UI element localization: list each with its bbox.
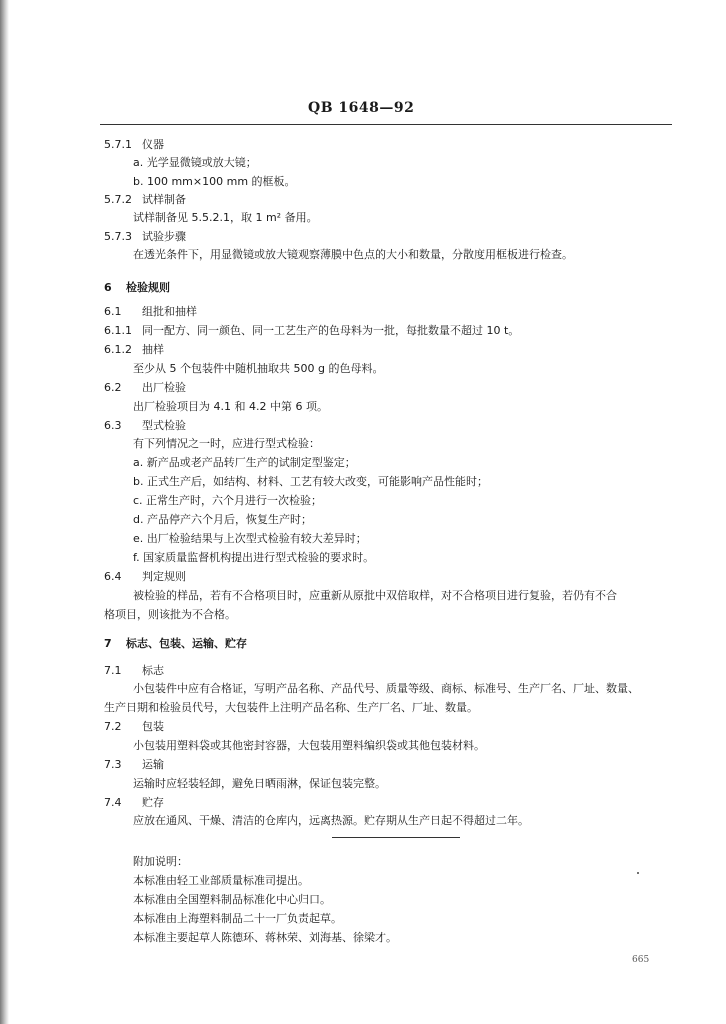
paragraph: 小包装件中应有合格证，写明产品名称、产品代号、质量等级、商标、标准号、生产厂名、厂址、数量、 [133, 682, 639, 695]
paragraph-continuation: 格项目，则该批为不合格。 [104, 608, 236, 621]
heading-7-1: 7.1 标志 [104, 664, 164, 677]
heading-7: 7 标志、包装、运输、贮存 [104, 637, 247, 650]
heading-6-2: 6.2 出厂检验 [104, 381, 186, 394]
appendix-line: 本标准由上海塑料制品二十一厂负责起草。 [133, 912, 342, 925]
paragraph: 应放在通风、干燥、清洁的仓库内，远离热源。贮存期从生产日起不得超过二年。 [133, 814, 529, 827]
heading-6-3: 6.3 型式检验 [104, 419, 186, 432]
list-item-a: a. 光学显微镜或放大镜； [133, 156, 257, 169]
scan-edge-shadow [0, 0, 9, 1024]
paragraph: 至少从 5 个包装件中随机抽取共 500 g 的色母料。 [133, 362, 384, 375]
header-rule [100, 124, 672, 125]
heading-5-7-1: 5.7.1 仪器 [104, 138, 164, 151]
appendix-line: 本标准主要起草人陈德环、蒋林荣、刘海基、徐梁才。 [133, 931, 397, 944]
paragraph: 出厂检验项目为 4.1 和 4.2 中第 6 项。 [133, 400, 328, 413]
list-item-c: c. 正常生产时，六个月进行一次检验； [133, 494, 323, 507]
heading-5-7-3: 5.7.3 试验步骤 [104, 230, 186, 243]
heading-7-3: 7.3 运输 [104, 758, 164, 771]
paragraph: 试样制备见 5.5.2.1，取 1 m² 备用。 [133, 211, 318, 224]
paragraph: 有下列情况之一时，应进行型式检验： [133, 437, 320, 450]
list-item-d: d. 产品停产六个月后，恢复生产时； [133, 513, 312, 526]
paragraph: 运输时应轻装轻卸，避免日晒雨淋，保证包装完整。 [133, 777, 386, 790]
paragraph: 小包装用塑料袋或其他密封容器，大包装用塑料编织袋或其他包装材料。 [133, 739, 485, 752]
list-item-f: f. 国家质量监督机构提出进行型式检验的要求时。 [133, 551, 375, 564]
paragraph: 在透光条件下，用显微镜或放大镜观察薄膜中色点的大小和数量，分散度用框板进行检查。 [133, 248, 573, 261]
heading-7-4: 7.4 贮存 [104, 796, 164, 809]
scan-speck [637, 872, 639, 874]
heading-6-1-2: 6.1.2 抽样 [104, 343, 164, 356]
heading-6: 6 检验规则 [104, 281, 170, 294]
heading-6-1: 6.1 组批和抽样 [104, 305, 197, 318]
heading-6-1-1: 6.1.1 同一配方、同一颜色、同一工艺生产的色母料为一批，每批数量不超过 10 t。 [104, 324, 520, 337]
appendix-line: 本标准由轻工业部质量标准司提出。 [133, 874, 309, 887]
list-item-e: e. 出厂检验结果与上次型式检验有较大差异时； [133, 532, 367, 545]
list-item-a: a. 新产品或老产品转厂生产的试制定型鉴定； [133, 456, 356, 469]
paragraph: 被检验的样品，若有不合格项目时，应重新从原批中双倍取样，对不合格项目进行复验，若仍有不合 [133, 589, 617, 602]
page-header: QB 1648—92 [308, 100, 415, 116]
page-number: 665 [632, 955, 650, 965]
list-item-b: b. 正式生产后，如结构、材料、工艺有较大改变，可能影响产品性能时； [133, 475, 488, 488]
list-item-b: b. 100 mm×100 mm 的框板。 [133, 175, 296, 188]
appendix-line: 本标准由全国塑料制品标准化中心归口。 [133, 893, 331, 906]
divider [332, 837, 460, 838]
paragraph-continuation: 生产日期和检验员代号，大包装件上注明产品名称、生产厂名、厂址、数量。 [104, 701, 478, 714]
heading-7-2: 7.2 包装 [104, 720, 164, 733]
heading-5-7-2: 5.7.2 试样制备 [104, 193, 186, 206]
appendix-title: 附加说明： [133, 855, 188, 868]
heading-6-4: 6.4 判定规则 [104, 570, 186, 583]
